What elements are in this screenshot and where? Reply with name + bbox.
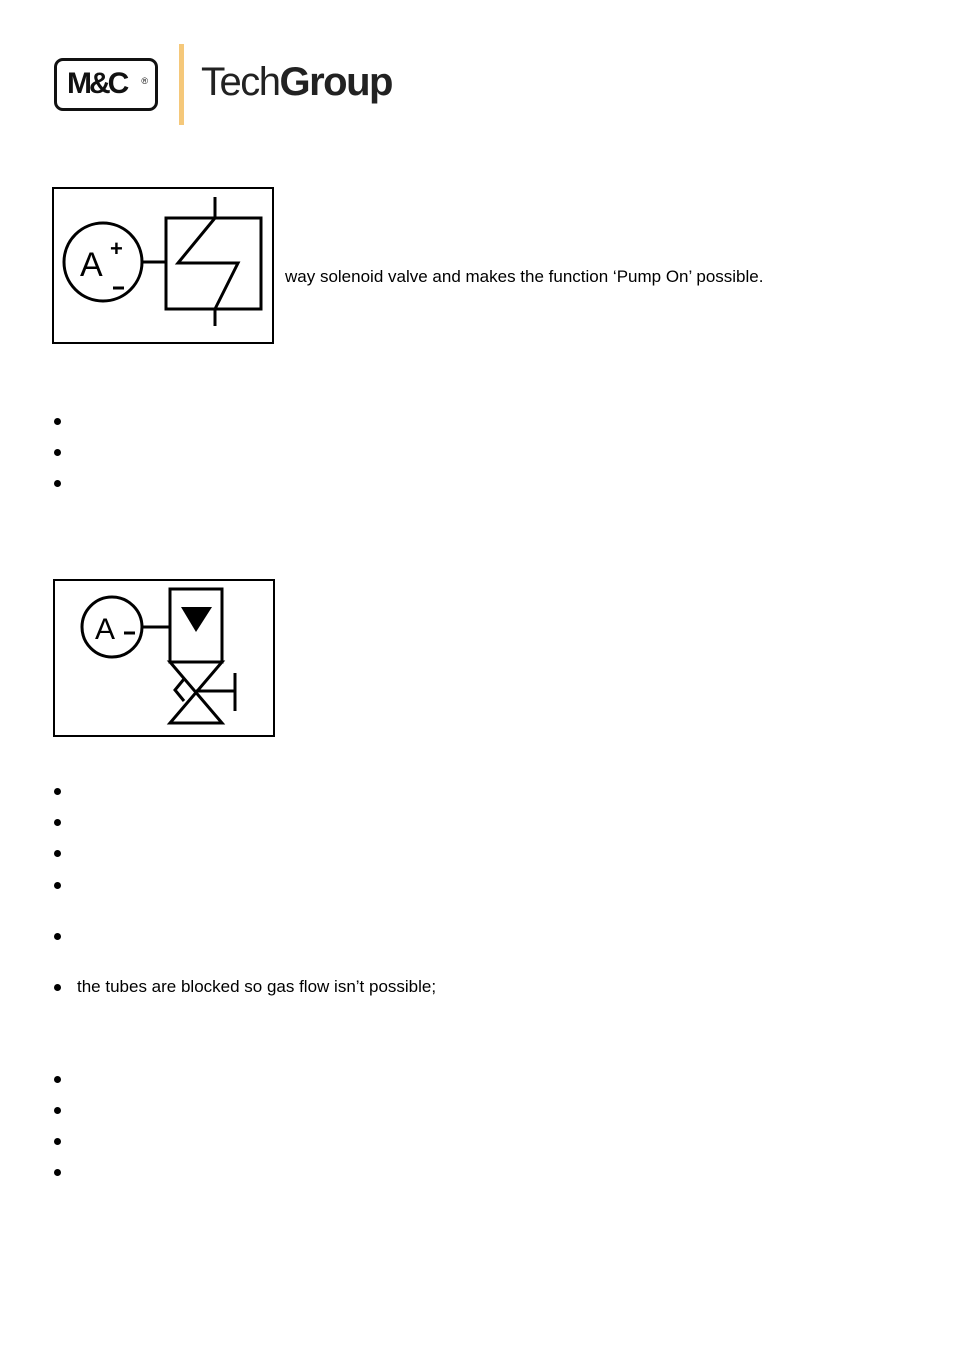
list-item bbox=[54, 1076, 62, 1084]
brand-name-bold: Group bbox=[279, 60, 392, 104]
brand-name-light: Tech bbox=[201, 60, 280, 104]
symbol-letter: A bbox=[95, 613, 116, 646]
list-item bbox=[54, 850, 62, 858]
logo-registered-mark: ® bbox=[141, 76, 148, 86]
solenoid-valve-symbol-icon bbox=[53, 579, 275, 737]
solenoid-valve-description: way solenoid valve and makes the function ‘Pump On’ possible. bbox=[285, 267, 764, 286]
logo-divider-bar bbox=[179, 44, 184, 125]
list-item bbox=[54, 1138, 62, 1146]
list-item bbox=[54, 984, 62, 992]
list-item bbox=[54, 449, 62, 457]
solenoid-coil-switch-symbol-icon bbox=[52, 187, 274, 344]
logo-mark: M&C bbox=[67, 67, 127, 100]
list-item bbox=[54, 788, 62, 796]
list-item bbox=[54, 480, 62, 488]
list-item-text: the tubes are blocked so gas flow isn’t possible; bbox=[77, 977, 437, 996]
list-item bbox=[54, 1107, 62, 1115]
header bbox=[54, 44, 414, 126]
list-item bbox=[54, 1169, 62, 1177]
symbol-plus: + bbox=[110, 236, 123, 261]
mc-logo bbox=[54, 58, 158, 111]
list-item bbox=[54, 933, 62, 941]
symbol-letter: A bbox=[80, 246, 103, 284]
list-item bbox=[54, 882, 62, 890]
list-item bbox=[54, 819, 62, 827]
brand-name bbox=[201, 60, 392, 104]
list-item bbox=[54, 418, 62, 426]
